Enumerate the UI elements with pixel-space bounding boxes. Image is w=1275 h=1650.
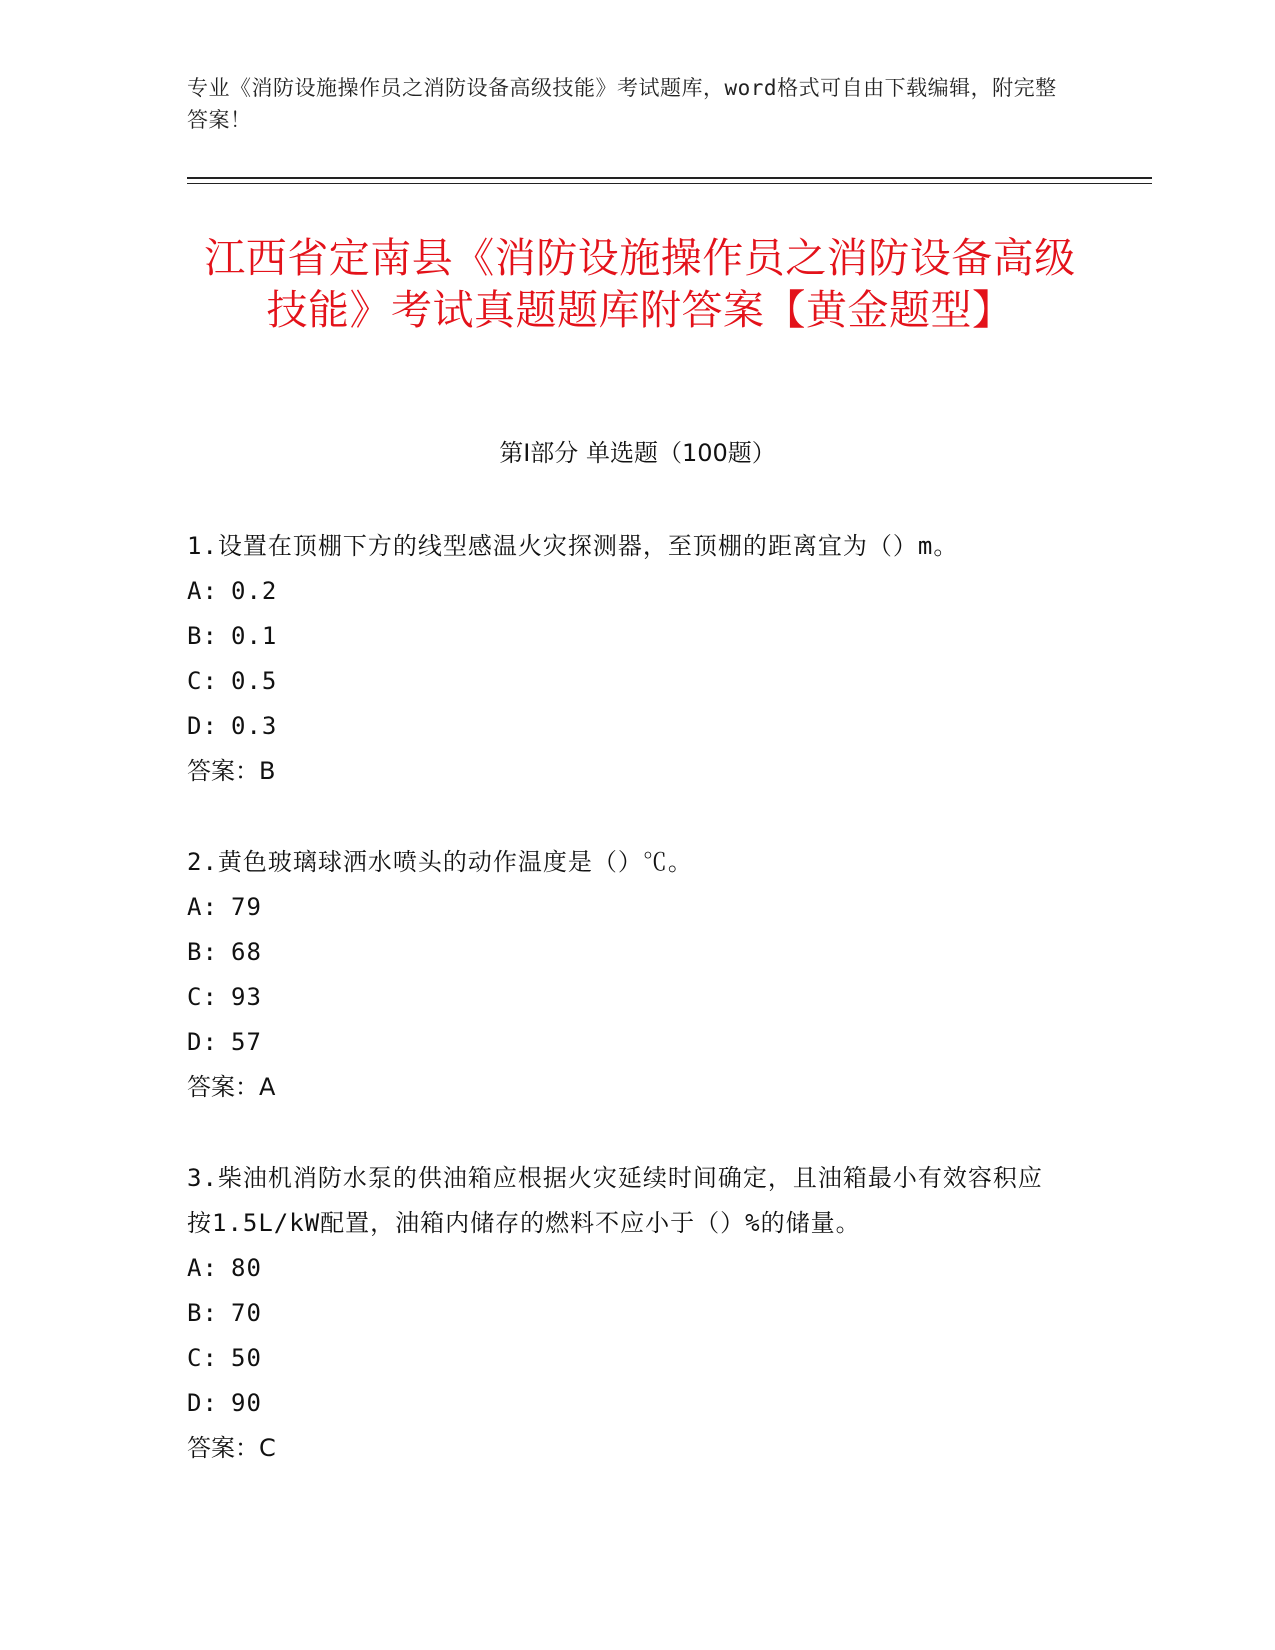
option-value: 79 [231, 893, 262, 921]
option-value: 0.3 [231, 712, 278, 740]
option-value: 0.2 [231, 577, 278, 605]
option-b [187, 930, 1067, 975]
option-value: 70 [231, 1299, 262, 1327]
option-b [187, 1291, 1067, 1336]
option-value: 57 [231, 1028, 262, 1056]
option-key: D: [187, 712, 218, 740]
answer-line: 答案：A [187, 1073, 276, 1101]
question-item [187, 840, 1067, 1110]
option-key: D: [187, 1389, 218, 1417]
question-stem: 2.黄色玻璃球洒水喷头的动作温度是（）℃。 [187, 848, 693, 876]
option-value: 68 [231, 938, 262, 966]
option-key: D: [187, 1028, 218, 1056]
option-key: C: [187, 667, 218, 695]
option-c [187, 975, 1067, 1020]
question-item [187, 1156, 1067, 1471]
option-key: A: [187, 577, 218, 605]
header-divider-thick [187, 177, 1152, 179]
option-a [187, 885, 1067, 930]
option-key: A: [187, 1254, 218, 1282]
option-d [187, 704, 1067, 749]
question-list [187, 530, 1067, 1523]
option-key: C: [187, 983, 218, 1011]
option-value: 80 [231, 1254, 262, 1282]
option-a [187, 1246, 1067, 1291]
option-value: 0.5 [231, 667, 278, 695]
option-a [187, 569, 1067, 614]
option-key: B: [187, 1299, 218, 1327]
option-key: B: [187, 622, 218, 650]
option-value: 90 [231, 1389, 262, 1417]
document-title: 江西省定南县《消防设施操作员之消防设备高级技能》考试真题题库附答案【黄金题型】 [204, 234, 1076, 334]
section-heading: 第I部分 单选题（100题） [499, 439, 776, 467]
question-stem: 3.柴油机消防水泵的供油箱应根据火灾延续时间确定，且油箱最小有效容积应按1.5L/kW配置，油箱内储存的燃料不应小于（）%的储量。 [187, 1164, 1043, 1237]
option-c [187, 1336, 1067, 1381]
option-value: 93 [231, 983, 262, 1011]
question-item [187, 524, 1067, 794]
option-value: 50 [231, 1344, 262, 1372]
option-key: B: [187, 938, 218, 966]
option-b [187, 614, 1067, 659]
option-d [187, 1020, 1067, 1065]
option-key: A: [187, 893, 218, 921]
header-divider-thin [187, 183, 1152, 184]
option-d [187, 1381, 1067, 1426]
header-note: 专业《消防设施操作员之消防设备高级技能》考试题库，word格式可自由下载编辑，附完整答案！ [187, 76, 1057, 132]
option-c [187, 659, 1067, 704]
answer-line: 答案：C [187, 1434, 276, 1462]
option-key: C: [187, 1344, 218, 1372]
option-value: 0.1 [231, 622, 278, 650]
question-stem: 1.设置在顶棚下方的线型感温火灾探测器，至顶棚的距离宜为（）m。 [187, 532, 959, 560]
answer-line: 答案：B [187, 757, 276, 785]
